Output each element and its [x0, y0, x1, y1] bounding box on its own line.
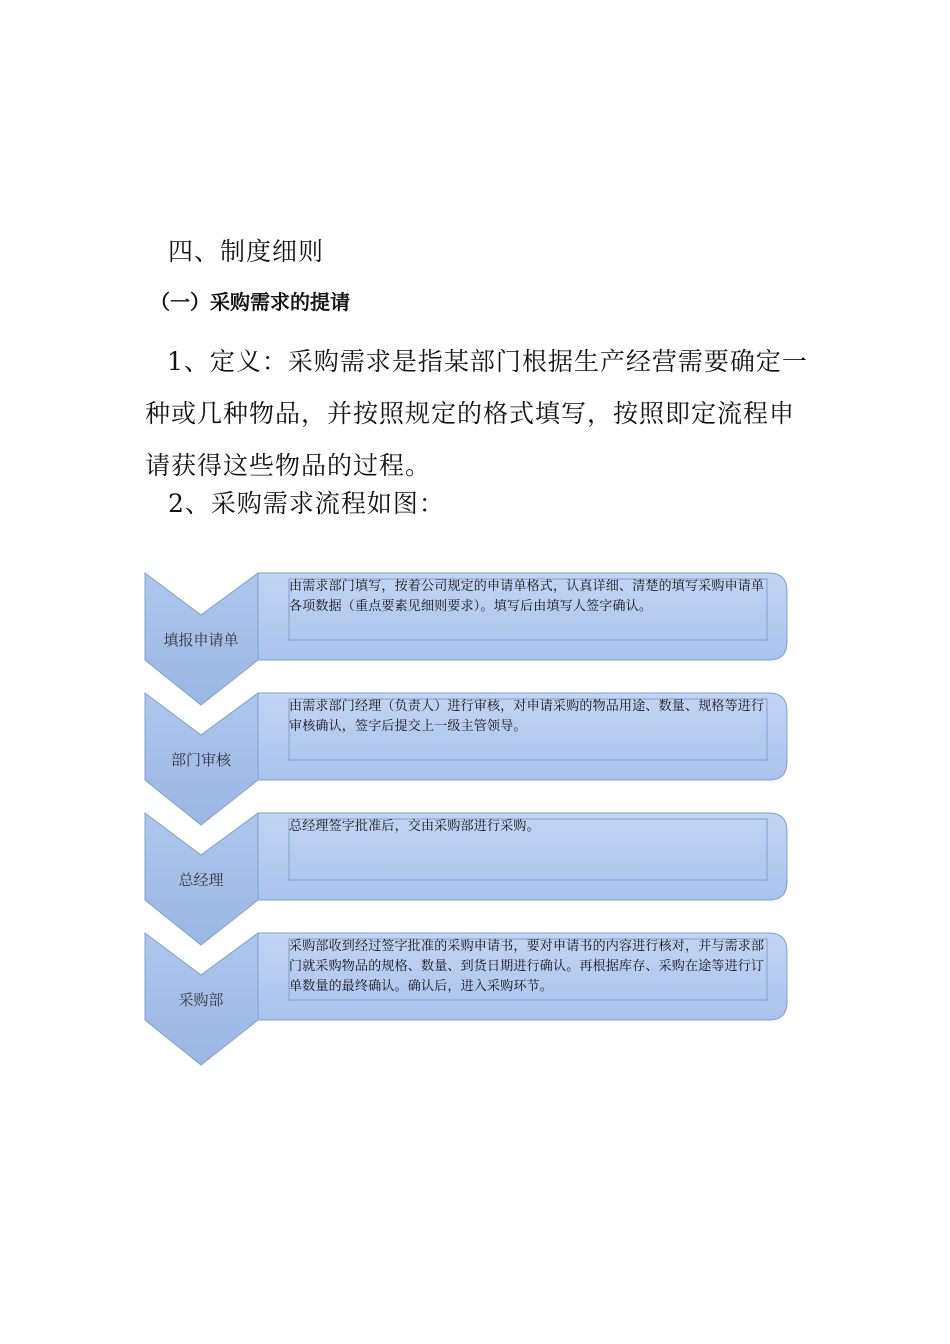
step-description: 由需求部门经理（负责人）进行审核，对申请采购的物品用途、数量、规格等进行审核确认，签字后提交上一级主管领导。: [289, 699, 765, 734]
step-label: 总经理: [178, 871, 224, 889]
step-description: 由需求部门填写，按着公司规定的申请单格式，认真详细、清楚的填写采购申请单各项数据（重点要素见细则要求）。填写后由填写人签字确认。: [289, 579, 765, 614]
step-label: 部门审核: [170, 751, 232, 769]
flow-intro-paragraph: 2、采购需求流程如图：: [168, 489, 445, 518]
step-description: 采购部收到经过签字批准的采购申请书，要对申请书的内容进行核对，并与需求部门就采购物品的规格、数量、到货日期进行确认。再根据库存、采购在途等进行订单数量的最终确认。确认后，进入采购环节。: [289, 939, 765, 994]
section-heading: 四、制度细则: [168, 237, 325, 266]
step-label: 填报申请单: [163, 631, 239, 649]
step-label: 采购部: [178, 991, 224, 1009]
definition-paragraph: 1、定义：采购需求是指某部门根据生产经营需要确定一种或几种物品，并按照规定的格式填写，按照即定流程申请获得这些物品的过程。: [145, 347, 808, 480]
subsection-heading: （一）采购需求的提请: [150, 290, 350, 314]
step-description: 总经理签字批准后，交由采购部进行采购。: [289, 819, 540, 834]
